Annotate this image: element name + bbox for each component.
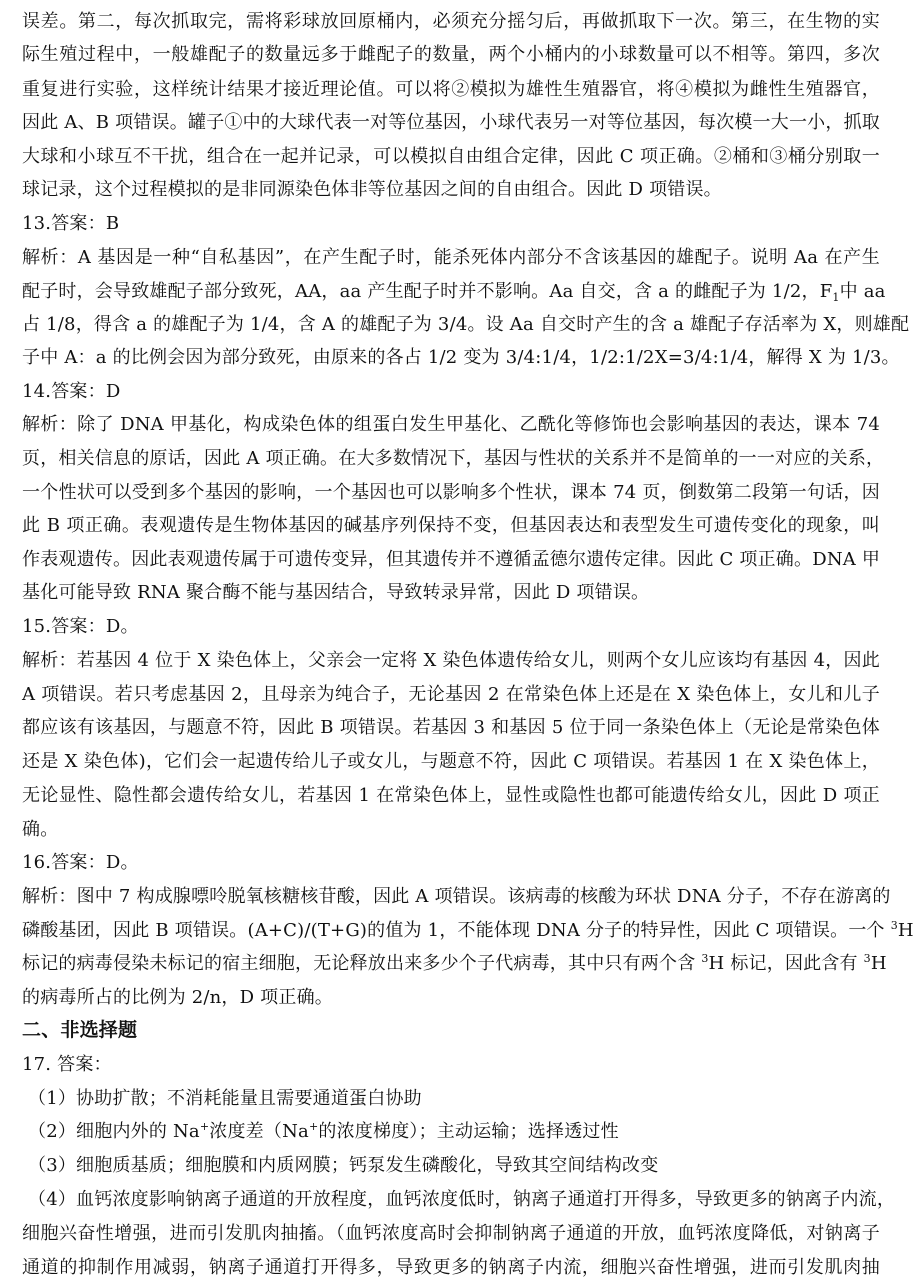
- analysis-text: 解析：A 基因是一种“自私基因”，在产生配子时，能杀死体内部分不含该基因的雄配子。说明 Aa 在产生: [22, 247, 880, 268]
- text-line: 作表观遗传。因此表观遗传属于可遗传变异，但其遗传并不遵循孟德尔遗传定律。因此 C 项正确。DNA 甲: [22, 549, 881, 570]
- text-line: 一个性状可以受到多个基因的影响，一个基因也可以影响多个性状，课本 74 页，倒数第二段第一句话，因: [22, 482, 880, 503]
- text-line: 的病毒所占的比例为 2/n，D 项正确。: [22, 987, 333, 1008]
- text-line: 页，相关信息的原话，因此 A 项正确。在大多数情况下，基因与性状的关系并不是简单的一一对应的关系，: [22, 448, 885, 469]
- text-line: 确。: [22, 819, 59, 840]
- text-line: 都应该有该基因，与题意不符，因此 B 项错误。若基因 3 和基因 5 位于同一条染色体上（无论是常染色体: [22, 717, 880, 738]
- text-line: 此 B 项正确。表观遗传是生物体基因的碱基序列保持不变，但基因表达和表型发生可遗传变化的现象，叫: [22, 515, 880, 536]
- section-heading: 二、非选择题: [22, 1019, 138, 1041]
- analysis-text: 解析：若基因 4 位于 X 染色体上，父亲会一定将 X 染色体遗传给女儿，则两个女儿应该均有基因 4，因此: [22, 650, 880, 671]
- text-line: 还是 X 染色体)，它们会一起遗传给儿子或女儿，与题意不符，因此 C 项错误。若基因 1 在 X 染色体上，: [22, 751, 880, 772]
- answer-label: 14.答案：D: [22, 381, 121, 402]
- answer-label: 15.答案：D。: [22, 616, 139, 637]
- answer-label: 16.答案：D。: [22, 852, 139, 873]
- text-line: 际生殖过程中，一般雄配子的数量远多于雌配子的数量，两个小桶内的小球数量可以不相等。第四，多次: [22, 44, 880, 65]
- text-line: 配子时，会导致雄配子部分致死，AA，aa 产生配子时并不影响。Aa 自交，含 a 的雌配子为 1/2，$F_1$中 aa: [22, 281, 886, 304]
- text-line: 细胞兴奋性增强，进而引发肌肉抽搐。（血钙浓度高时会抑制钠离子通道的开放，血钙浓度降低，对钠离子: [22, 1223, 880, 1244]
- analysis-text: 解析：图中 7 构成腺嘌呤脱氧核糖核苷酸，因此 A 项错误。该病毒的核酸为环状 DNA 分子，不存在游离的: [22, 886, 891, 907]
- text-line: 磷酸基团，因此 B 项错误。(A+C)/(T+G)的值为 1，不能体现 DNA 分子的特异性，因此 C 项错误。一个 $^3$H: [22, 919, 914, 941]
- text-line: （4）血钙浓度影响钠离子通道的开放程度，血钙浓度低时，钠离子通道打开得多，导致更多的钠离子内流，: [28, 1189, 896, 1210]
- text-line: 因此 A、B 项错误。罐子①中的大球代表一对等位基因，小球代表另一对等位基因，每次模一大一小，抓取: [22, 112, 880, 133]
- text-line: 通道的抑制作用减弱，钠离子通道打开得多，导致更多的钠离子内流，细胞兴奋性增强，进而引发肌肉抽: [22, 1257, 880, 1278]
- answer-label: 17. 答案：: [22, 1054, 112, 1075]
- text-line: 球记录，这个过程模拟的是非同源染色体非等位基因之间的自由组合。因此 D 项错误。: [22, 179, 722, 200]
- text-line: （1）协助扩散；不消耗能量且需要通道蛋白协助: [28, 1088, 422, 1109]
- text-line: （2）细胞内外的 Na+浓度差（Na+的浓度梯度）；主动运输；选择透过性: [28, 1120, 619, 1142]
- text-line: （3）细胞质基质；细胞膜和内质网膜；钙泵发生磷酸化，导致其空间结构改变: [28, 1155, 659, 1176]
- answer-label: 13.答案：B: [22, 213, 120, 234]
- text-line: 大球和小球互不干扰，组合在一起并记录，可以模拟自由组合定律，因此 C 项正确。②桶和③桶分别取一: [22, 146, 880, 167]
- text-line: 重复进行实验，这样统计结果才接近理论值。可以将②模拟为雄性生殖器官，将④模拟为雌性生殖器官，: [22, 79, 880, 100]
- analysis-text: 解析：除了 DNA 甲基化，构成染色体的组蛋白发生甲基化、乙酰化等修饰也会影响基因的表达，课本 74: [22, 414, 880, 435]
- text-line: 标记的病毒侵染未标记的宿主细胞，无论释放出来多少个子代病毒，其中只有两个含 $^3$H 标记，因此含有 $^3$H: [22, 952, 887, 974]
- text-line: 误差。第二，每次抓取完，需将彩球放回原桶内，必须充分摇匀后，再做抓取下一次。第三，在生物的实: [22, 11, 880, 32]
- text-line: 基化可能导致 RNA 聚合酶不能与基因结合，导致转录异常，因此 D 项错误。: [22, 582, 650, 603]
- text-line: 占 1/8，得含 a 的雄配子为 1/4，含 A 的雄配子为 3/4。设 Aa 自交时产生的含 a 雄配子存活率为 X，则雄配: [22, 314, 910, 335]
- text-line: 子中 A：a 的比例会因为部分致死，由原来的各占 1/2 变为 3/4:1/4，1/2:1/2X=3/4:1/4，解得 X 为 1/3。: [22, 347, 900, 368]
- text-line: 无论显性、隐性都会遗传给女儿，若基因 1 在常染色体上，显性或隐性也都可能遗传给女儿，因此 D 项正: [22, 785, 880, 806]
- text-line: A 项错误。若只考虑基因 2，且母亲为纯合子，无论基因 2 在常染色体上还是在 X 染色体上，女儿和儿子: [22, 684, 880, 705]
